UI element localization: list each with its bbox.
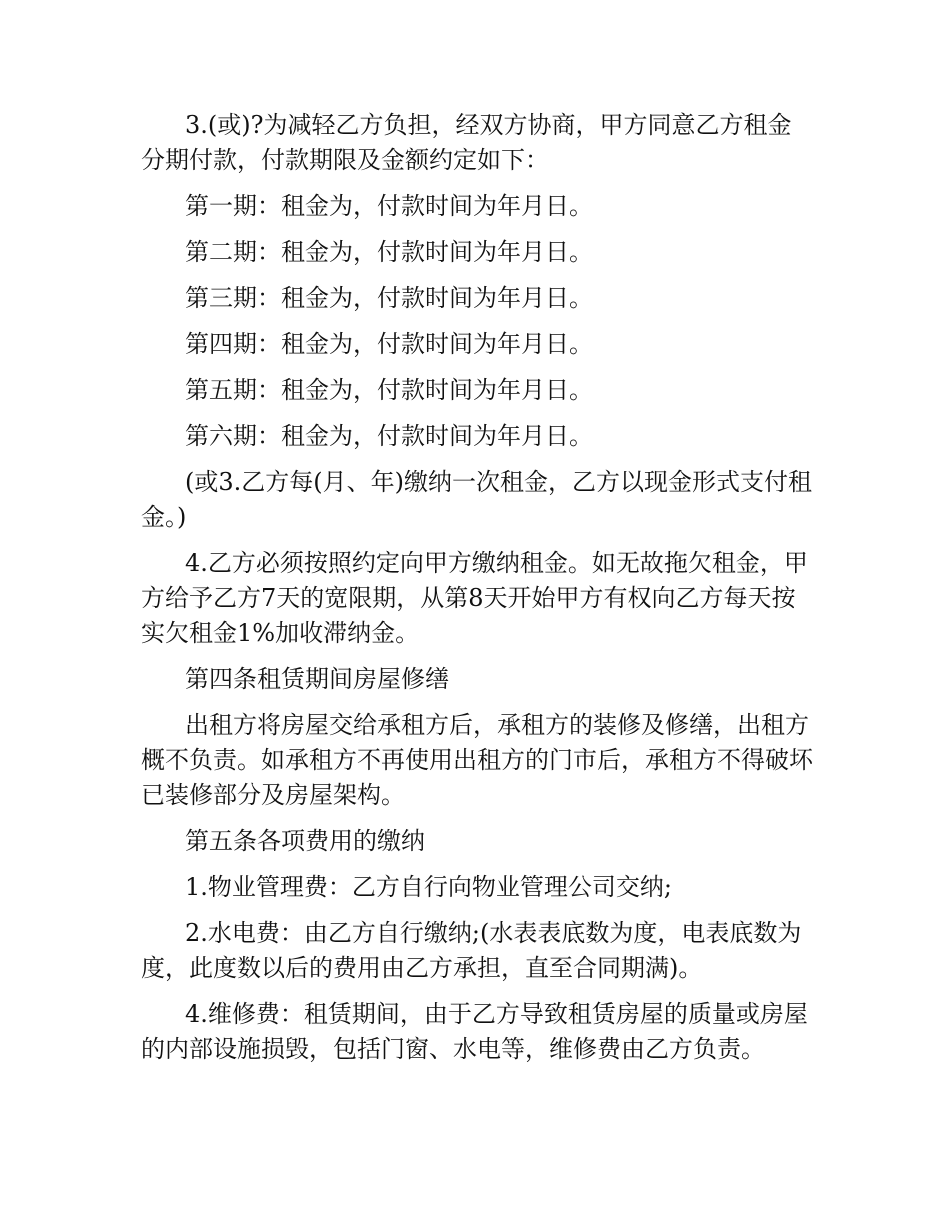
- section-heading-article-5: 第五条各项费用的缴纳: [185, 827, 425, 855]
- paragraph-installment-6: 第六期：租金为，付款时间为年月日。: [185, 422, 593, 450]
- paragraph-installment-intro: 3.(或)?为减轻乙方负担，经双方协商，甲方同意乙方租金分期付款，付款期限及金额约定如下：: [141, 111, 792, 174]
- section-heading-article-4: 第四条租赁期间房屋修缮: [185, 665, 449, 693]
- paragraph-repairs: 出租方将房屋交给承租方后，承租方的装修及修缮，出租方概不负责。如承租方不再使用出租方的门市后，承租方不得破坏已装修部分及房屋架构。: [141, 711, 813, 809]
- paragraph-late-fee: 4.乙方必须按照约定向甲方缴纳租金。如无故拖欠租金，甲方给予乙方7天的宽限期，从第8天开始甲方有权向乙方每天按实欠租金1%加收滞纳金。: [141, 549, 808, 647]
- paragraph-installment-2: 第二期：租金为，付款时间为年月日。: [185, 238, 593, 266]
- paragraph-installment-3: 第三期：租金为，付款时间为年月日。: [185, 284, 593, 312]
- paragraph-installment-1: 第一期：租金为，付款时间为年月日。: [185, 192, 593, 220]
- paragraph-property-fee: 1.物业管理费：乙方自行向物业管理公司交纳;: [185, 873, 672, 901]
- paragraph-installment-4: 第四期：租金为，付款时间为年月日。: [185, 330, 593, 358]
- document-body: [141, 108, 813, 1078]
- paragraph-installment-5: 第五期：租金为，付款时间为年月日。: [185, 376, 593, 404]
- paragraph-maintenance: 4.维修费：租赁期间，由于乙方导致租赁房屋的质量或房屋的内部设施损毁，包括门窗、水电等，维修费由乙方负责。: [141, 1000, 808, 1063]
- paragraph-alternative-payment: (或3.乙方每(月、年)缴纳一次租金，乙方以现金形式支付租金。): [141, 468, 812, 531]
- paragraph-utilities: 2.水电费：由乙方自行缴纳;(水表表底数为度，电表底数为度，此度数以后的费用由乙方承担，直至合同期满)。: [141, 919, 802, 982]
